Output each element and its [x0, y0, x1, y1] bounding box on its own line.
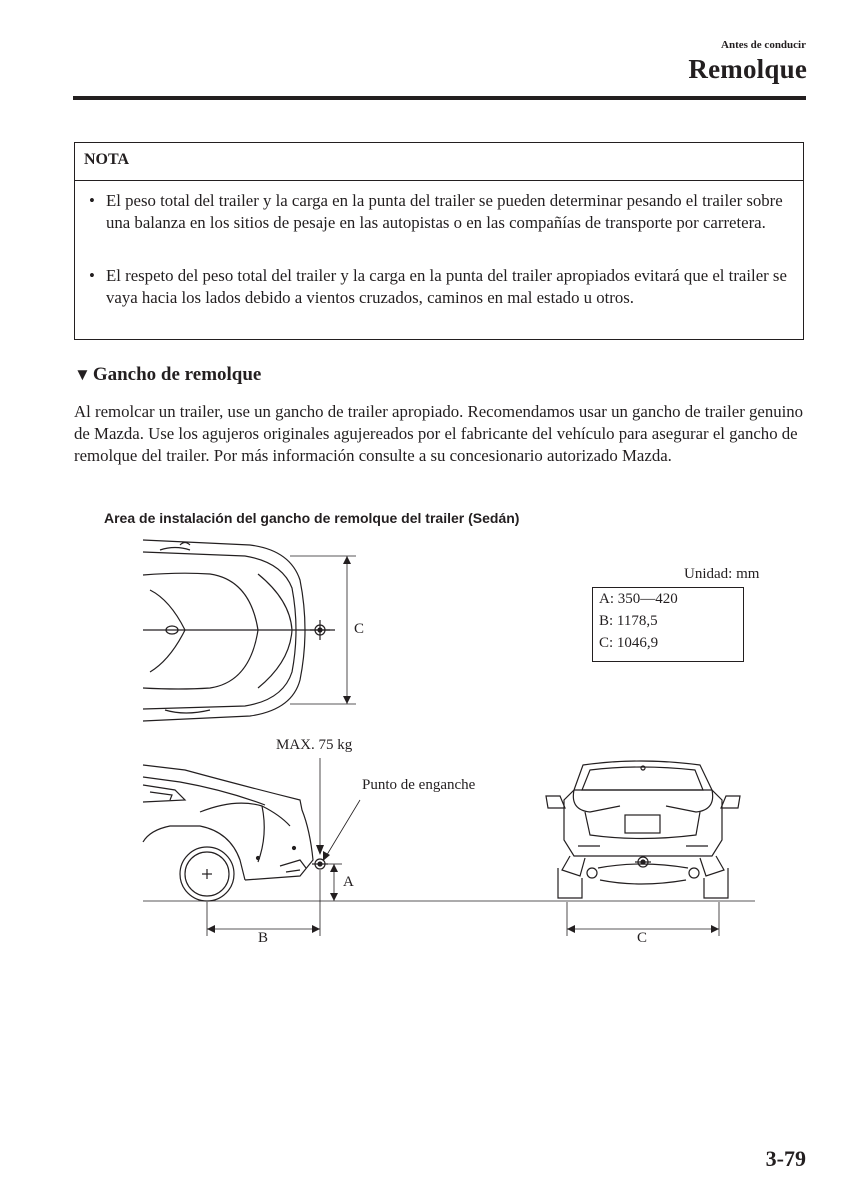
side-view-car	[143, 765, 328, 901]
label-max-load: MAX. 75 kg	[276, 737, 353, 753]
label-a: A	[343, 874, 354, 890]
legend-c: C: 1046,9	[599, 635, 659, 651]
top-view-car	[143, 540, 335, 721]
dimension-a	[326, 864, 342, 901]
unit-label: Unidad: mm	[684, 566, 760, 582]
dimension-legend	[592, 587, 744, 662]
note-bullet-text: El peso total del trailer y la carga en la punta del trailer se pueden determinar pesando el trailer sobre una balanza en los sitios de pesaje en las autopistas o en las compañías de transporte por carretera.	[106, 191, 783, 232]
label-b: B	[258, 930, 269, 946]
max-load-arrow	[316, 758, 324, 855]
section-label: Antes de conducir	[721, 39, 806, 51]
section-body: Al remolcar un trailer, use un gancho de trailer apropiado. Recomendamos usar un gancho de trailer genuino de Mazda. Use los agujeros originales agujereados por el fabricante del vehículo para asegurar el gancho de remolque del trailer. Por más información consulte a su concesionario autorizado Mazda.	[74, 402, 804, 466]
rear-view-car	[546, 761, 740, 898]
note-title: NOTA	[84, 151, 130, 168]
legend-a: A: 350—420	[599, 591, 678, 607]
page-title: Remolque	[688, 54, 807, 84]
page-number: 3-79	[765, 1146, 806, 1171]
hitch-pointer	[323, 800, 360, 861]
figure-caption: Area de instalación del gancho de remolque del trailer (Sedán)	[104, 510, 520, 526]
bullet-dot: •	[89, 191, 95, 210]
dimension-b	[207, 870, 320, 936]
triangle-marker-icon: ▼	[74, 365, 91, 384]
bullet-dot: •	[89, 266, 95, 285]
legend-b: B: 1178,5	[599, 613, 658, 629]
label-c-top: C	[354, 621, 365, 637]
section-heading-text: Gancho de remolque	[92, 364, 262, 385]
label-hitch-point: Punto de enganche	[362, 777, 476, 793]
label-c-rear: C	[637, 930, 648, 946]
note-bullet-text: El respeto del peso total del trailer y la carga en la punta del trailer apropiados evitará que el trailer se vaya hacia los lados debido a vientos cruzados, caminos en mal estado u otros.	[106, 266, 787, 307]
